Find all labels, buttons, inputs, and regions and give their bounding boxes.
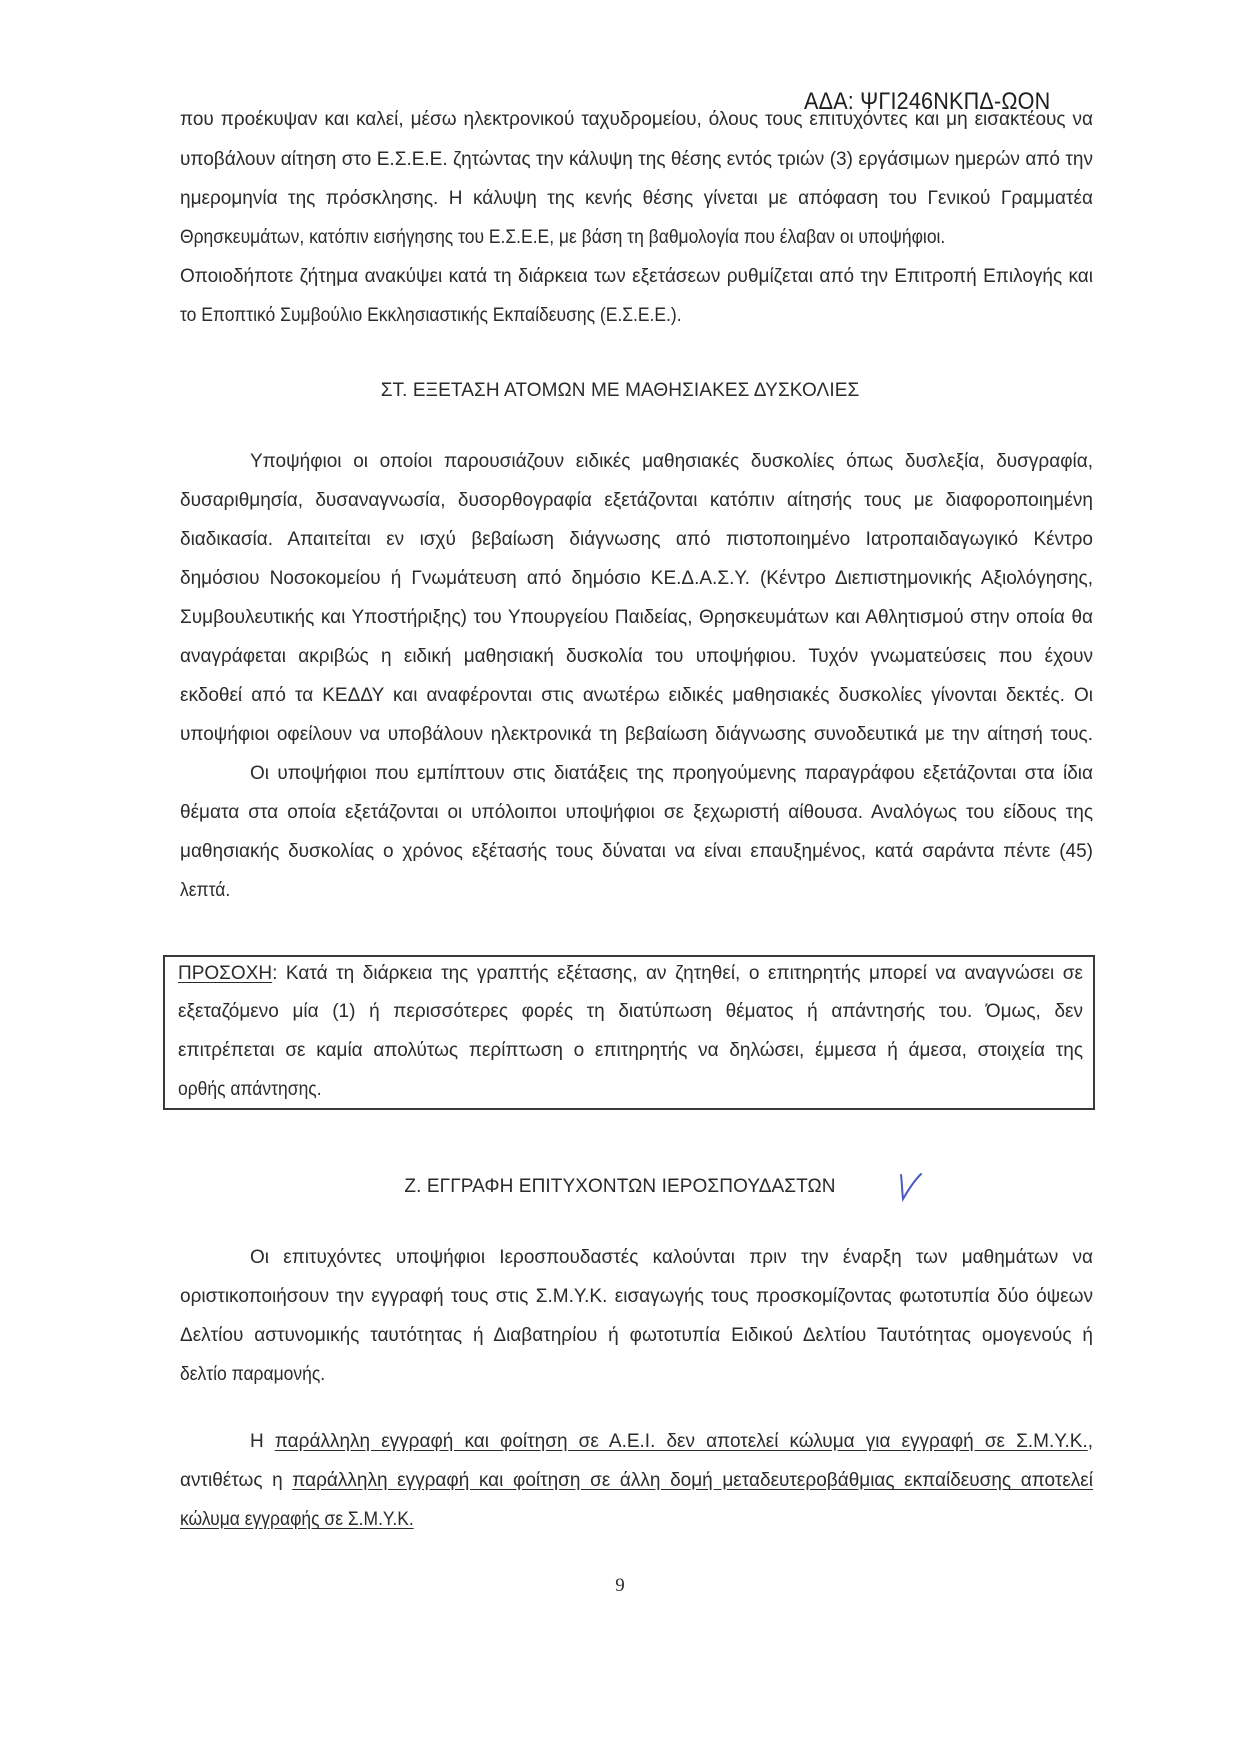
text-span: , — [1087, 1431, 1094, 1452]
ada-code: ΑΔΑ: ΨΓΙ246ΝΚΠΔ-ΩΟΝ — [804, 88, 1051, 115]
text-line: εκδοθεί από τα ΚΕΔΔΥ και αναφέρονται στις ανωτέρω ειδικές μαθησιακές δυσκολίες γίνονται δεκτές. Οι — [180, 685, 1093, 706]
text-line: ημερομηνία της πρόσκλησης. Η κάλυψη της κενής θέσης γίνεται με απόφαση του Γενικού Γραμματέα — [180, 188, 1093, 209]
text-line: ορθής απάντησης. — [178, 1079, 322, 1100]
text-line — [178, 962, 1083, 986]
text-line: το Εποπτικό Συμβούλιο Εκκλησιαστικής Εκπαίδευσης (Ε.Σ.Ε.Ε.). — [180, 305, 682, 326]
text-line: Οι επιτυχόντες υποψήφιοι Ιεροσπουδαστές καλούνται πριν την έναρξη των μαθημάτων να — [250, 1247, 1093, 1268]
section-heading-z: Ζ. ΕΓΓΡΑΦΗ ΕΠΙΤΥΧΟΝΤΩΝ ΙΕΡΟΣΠΟΥΔΑΣΤΩΝ — [404, 1176, 836, 1197]
text-line: Θρησκευμάτων, κατόπιν εισήγησης του Ε.Σ.Ε.Ε, με βάση τη βαθμολογία που έλαβαν οι υποψήφιοι. — [180, 227, 946, 248]
notice-text: : Κατά τη διάρκεια της γραπτής εξέτασης, αν ζητηθεί, ο επιτηρητής μπορεί να αναγνώσει σε — [272, 963, 1083, 984]
text-span: Η — [250, 1431, 275, 1452]
text-line: δημόσιου Νοσοκομείου ή Γνωμάτευση από δημόσιο ΚΕ.Δ.Α.Σ.Υ. (Κέντρο Διεπιστημονικής Αξιολόγησης, — [180, 568, 1093, 589]
text-line — [180, 1430, 1093, 1454]
text-line: εξεταζόμενο μία (1) ή περισσότερες φορές τη διατύπωση θέματος ή απάντησής του. Όμως, δεν — [178, 1001, 1083, 1022]
text-span: αντιθέτως η — [180, 1470, 293, 1491]
text-line: Οποιοδήποτε ζήτημα ανακύψει κατά τη διάρκεια των εξετάσεων ρυθμίζεται από την Επιτροπή Επιλογής και — [180, 266, 1093, 287]
underlined-text: κώλυμα εγγραφής σε Σ.Μ.Υ.Κ. — [180, 1509, 414, 1530]
text-line: δυσαριθμησία, δυσαναγνωσία, δυσορθογραφία εξετάζονται κατόπιν αίτησής τους με διαφοροποιημένη — [180, 490, 1093, 511]
text-line: οριστικοποιήσουν την εγγραφή τους στις Σ.Μ.Υ.Κ. εισαγωγής τους προσκομίζοντας φωτοτυπία δύο όψεων — [180, 1286, 1093, 1307]
text-line: υποψήφιοι οφείλουν να υποβάλουν ηλεκτρονικά τη βεβαίωση διάγνωσης συνοδευτικά με την αίτησή τους. — [180, 724, 1093, 745]
text-line: λεπτά. — [180, 880, 231, 901]
text-line: Υποψήφιοι οι οποίοι παρουσιάζουν ειδικές μαθησιακές δυσκολίες όπως δυσλεξία, δυσγραφία, — [250, 451, 1093, 472]
notice-label: ΠΡΟΣΟΧΗ — [178, 963, 273, 984]
text-line: διαδικασία. Απαιτείται εν ισχύ βεβαίωση διάγνωσης από πιστοποιημένο Ιατροπαιδαγωγικό Κέντρο — [180, 529, 1093, 550]
underlined-text: παράλληλη εγγραφή και φοίτηση σε Α.Ε.Ι. δεν αποτελεί κώλυμα για εγγραφή σε Σ.Μ.Υ.Κ. — [274, 1431, 1088, 1452]
text-line: μαθησιακής δυσκολίας ο χρόνος εξέτασής τους δύναται να είναι επαυξημένος, κατά σαράντα πέντε (45) — [180, 841, 1093, 862]
text-line: Οι υποψήφιοι που εμπίπτουν στις διατάξεις της προηγούμενης παραγράφου εξετάζονται στα ίδια — [250, 763, 1093, 784]
underlined-text: παράλληλη εγγραφή και φοίτηση σε άλλη δομή μεταδευτεροβάθμιας εκπαίδευσης αποτελεί — [292, 1470, 1093, 1491]
text-line — [180, 1508, 1020, 1532]
text-line: θέματα στα οποία εξετάζονται οι υπόλοιποι υποψήφιοι σε ξεχωριστή αίθουσα. Αναλόγως του είδους της — [180, 802, 1093, 823]
text-line: επιτρέπεται σε καμία απολύτως περίπτωση ο επιτηρητής να δηλώσει, έμμεσα ή άμεσα, στοιχεία της — [178, 1040, 1083, 1061]
section-heading-st: ΣΤ. ΕΞΕΤΑΣΗ ΑΤΟΜΩΝ ΜΕ ΜΑΘΗΣΙΑΚΕΣ ΔΥΣΚΟΛΙΕΣ — [380, 380, 860, 401]
text-line — [180, 1469, 1093, 1493]
text-line: Συμβουλευτικής και Υποστήριξης) του Υπουργείου Παιδείας, Θρησκευμάτων και Αθλητισμού στην οποία θα — [180, 607, 1093, 628]
text-line: αναγράφεται ακριβώς η ειδική μαθησιακή δυσκολία του υποψήφιου. Τυχόν γνωματεύσεις που έχουν — [180, 646, 1093, 667]
text-line: δελτίο παραμονής. — [180, 1364, 326, 1385]
text-line: Δελτίου αστυνομικής ταυτότητας ή Διαβατηρίου ή φωτοτυπία Ειδικού Δελτίου Ταυτότητας ομογενούς ή — [180, 1325, 1093, 1346]
text-line: που προέκυψαν και καλεί, μέσω ηλεκτρονικού ταχυδρομείου, όλους τους επιτυχόντες και μη εισακτέους να — [180, 109, 1093, 130]
handwritten-checkmark-icon — [898, 1172, 924, 1202]
page-number: 9 — [615, 1575, 625, 1596]
text-line: υποβάλουν αίτηση στο Ε.Σ.Ε.Ε. ζητώντας την κάλυψη της θέσης εντός τριών (3) εργάσιμων ημερών από την — [180, 149, 1093, 170]
